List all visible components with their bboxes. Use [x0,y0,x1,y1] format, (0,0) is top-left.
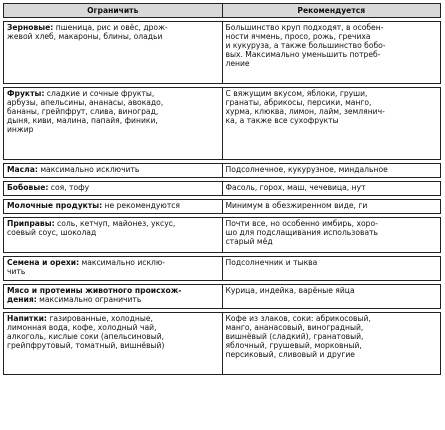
limit-text: соль, кетчуп, майонез, уксус, соевый соус, шоколад [7,219,176,238]
recommended-cell: Большинство круп подходят, в особен- ности ячмень, просо, рожь, гречиха и кукуруза, а также большинство бобо- вых. Максимально уменьшить потреб- ление [222,22,441,84]
table-row [4,182,441,196]
limit-cell [4,257,223,281]
category-label: Мясо и протеины животного происхож- дения: [7,286,182,305]
limit-text: пшеница, рис и овёс, дрож- жевой хлеб, макароны, блины, оладьи [7,23,168,42]
limit-text: максимально исключить [37,165,140,174]
category-label: Зерновые: [7,23,54,32]
category-label: Напитки: [7,314,47,323]
table-row [4,200,441,214]
recommended-cell: Фасоль, горох, маш, чечевица, нут [222,182,441,196]
limit-cell [4,22,223,84]
recommended-cell: Почти все, но особенно имбирь, хоро- шо для подслащивания использовать старый мёд [222,218,441,253]
limit-cell [4,88,223,160]
limit-cell [4,313,223,375]
limit-cell [4,182,223,196]
limit-text: максимально исклю- чить [7,258,166,277]
category-label: Масла: [7,165,38,174]
table-row [4,285,441,309]
limit-text: максимально ограничить [36,295,142,305]
limit-cell [4,285,223,309]
category-label: Приправы: [7,219,55,228]
recommended-cell: Подсолнечник и тыква [222,257,441,281]
category-label: Семена и орехи: [7,258,80,267]
table-row [4,164,441,178]
category-label: Бобовые: [7,183,49,192]
limit-text: не рекомендуются [102,201,180,210]
category-label: Фрукты: [7,89,45,98]
limit-cell [4,200,223,214]
limit-cell [4,218,223,253]
table-row [4,22,441,84]
limit-text: сладкие и сочные фрукты, арбузы, апельсины, ананасы, авокадо, бананы, грейпфрут, слива, виноград, дыня, киви, малина, папайя, финики, инжир [7,89,164,135]
recommended-cell: С вяжущим вкусом, яблоки, груши, гранаты, абрикосы, персики, манго, хурма, клюква, лимон, лайм, землянич- ка, а также все сухофрукты [222,88,441,160]
table-row [4,218,441,253]
header-recommended: Рекомендуется [222,4,441,18]
recommended-cell: Курица, индейка, варёные яйца [222,285,441,309]
table-header-row [4,4,441,18]
limit-cell [4,164,223,178]
recommended-cell: Подсолнечное, кукурузное, миндальное [222,164,441,178]
limit-text: соя, тофу [48,183,90,192]
table-row [4,257,441,281]
limit-text: газированные, холодные, лимонная вода, кофе, холодный чай, алкоголь, кислые соки (апельсиновый, грейпфрутовый, томатный, вишнёвый) [7,314,165,351]
table-row [4,88,441,160]
recommended-cell: Кофе из злаков, соки: абрикосовый, манго, ананасовый, виноградный, вишнёвый (сладкий), гранатовый, яблочный, грушевый, морковный, персиковый, сливовый и другие [222,313,441,375]
table-row [4,313,441,375]
category-label: Молочные продукты: [7,201,103,210]
recommended-cell: Минимум в обезжиренном виде, ги [222,200,441,214]
header-limit: Ограничить [4,4,223,18]
diet-table [3,3,441,375]
